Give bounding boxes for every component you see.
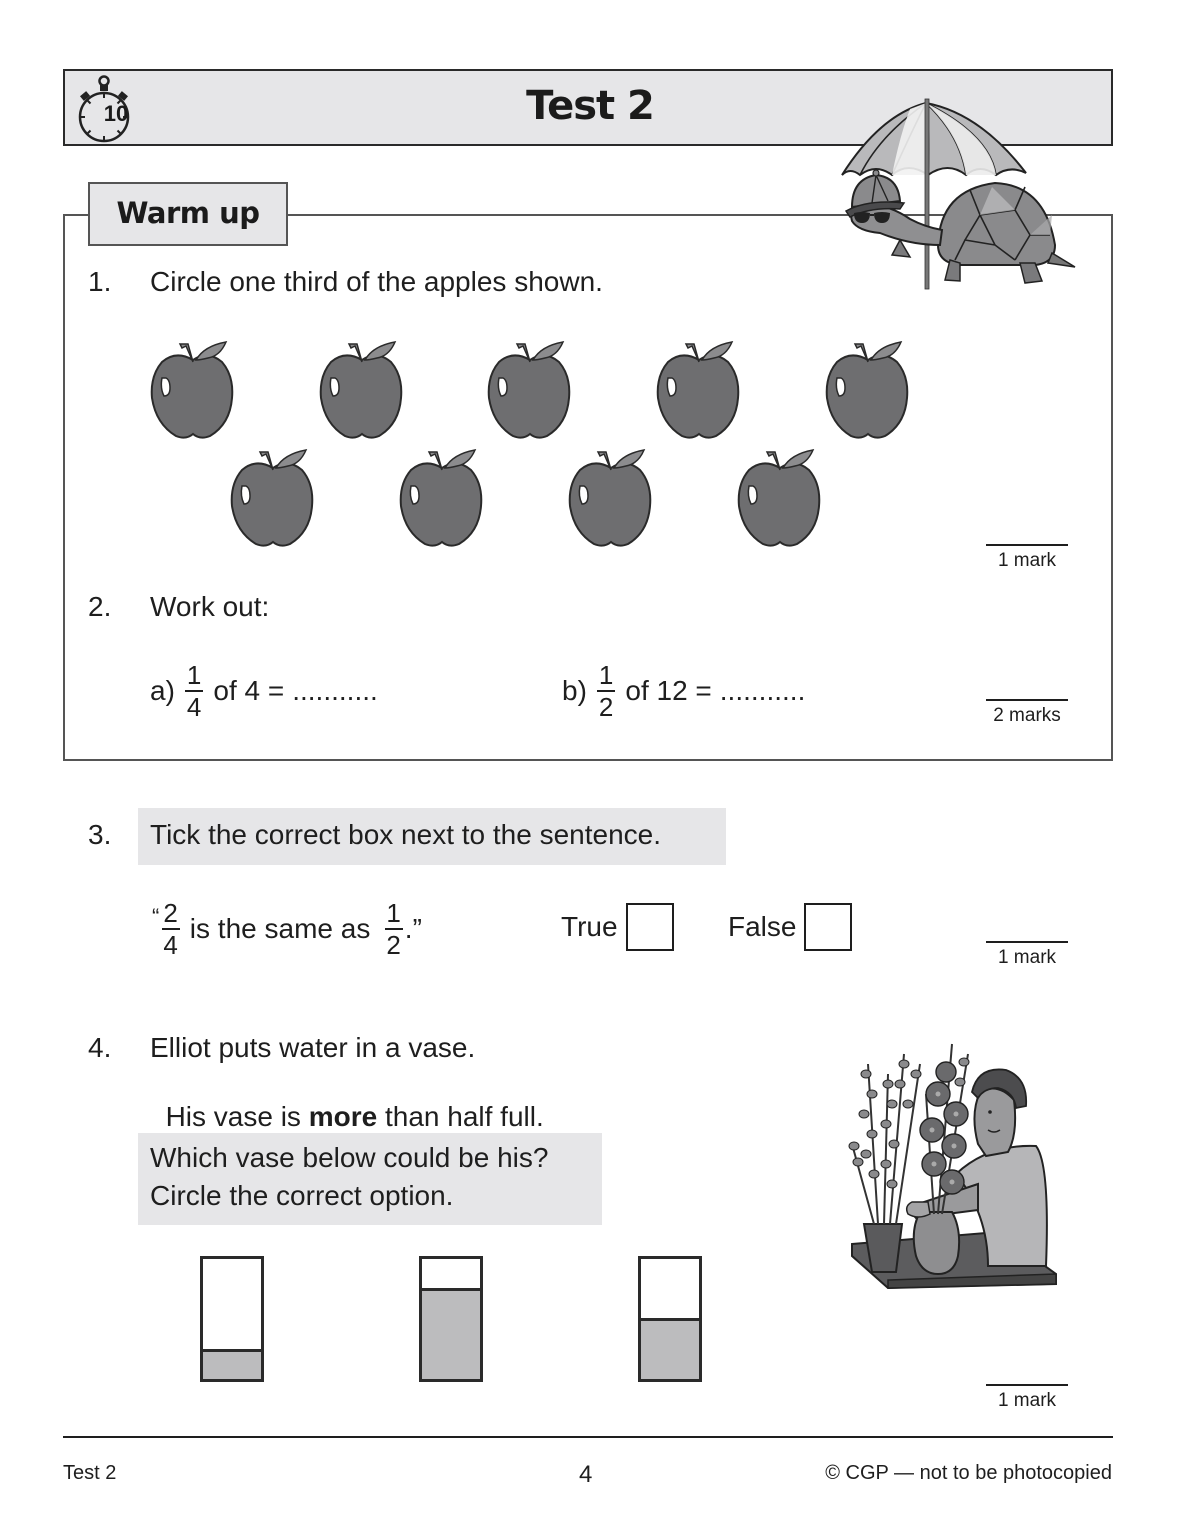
question-2b — [562, 662, 805, 720]
question-1-number: 1. — [88, 266, 112, 297]
expression: of 4 = — [213, 675, 285, 706]
question-4-line-2: His vase is more than half full. — [165, 1101, 544, 1132]
question-4-prompt-box — [138, 1133, 602, 1225]
fraction: $\frac{1}{2}$ — [598, 660, 614, 722]
question-4-prompt-2: Circle the correct option. — [150, 1180, 454, 1211]
answer-line[interactable] — [986, 1384, 1068, 1386]
man-arranging-flowers-illustration — [838, 1034, 1060, 1294]
question-1-marks — [986, 544, 1068, 572]
option-false-label: False — [728, 911, 797, 942]
question-4-number: 4. — [88, 1032, 112, 1063]
fraction: $\frac{1}{4}$ — [186, 660, 202, 722]
page-title: Test 2 — [526, 83, 654, 129]
question-4-marks — [986, 1384, 1068, 1412]
apple-icon[interactable] — [566, 446, 656, 550]
question-2-number: 2. — [88, 591, 112, 622]
option-true-label: True — [561, 911, 618, 942]
question-4-line-1: Elliot puts water in a vase. — [150, 1032, 476, 1063]
apple-icon[interactable] — [148, 338, 238, 442]
marks-label: 2 marks — [993, 705, 1061, 726]
marks-label: 1 mark — [997, 550, 1057, 571]
answer-blank[interactable]: ........... — [719, 675, 806, 706]
question-2-text: Work out: — [150, 591, 270, 622]
question-2a — [150, 662, 378, 720]
answer-line[interactable] — [986, 544, 1068, 546]
water-fill — [641, 1318, 699, 1379]
apple-icon[interactable] — [317, 338, 407, 442]
water-fill — [203, 1349, 261, 1379]
question-3-statement: “ $\frac{2}{4}$ is the same as $\frac{1}{2}$ .” — [152, 898, 422, 960]
apple-icon[interactable] — [485, 338, 575, 442]
marks-label: 1 mark — [997, 1390, 1057, 1411]
answer-line[interactable] — [986, 941, 1068, 943]
apple-icon[interactable] — [397, 446, 487, 550]
question-3-marks — [986, 941, 1068, 969]
apple-icon[interactable] — [735, 446, 825, 550]
apple-icon[interactable] — [228, 446, 318, 550]
answer-blank[interactable]: ........... — [292, 675, 378, 706]
copyright-notice: © CGP — not to be photocopied — [825, 1462, 1112, 1484]
marks-label: 1 mark — [997, 947, 1057, 968]
question-3-instruction-box — [138, 808, 726, 865]
false-checkbox[interactable] — [804, 903, 852, 951]
footer-left: Test 2 — [63, 1462, 117, 1484]
fraction: $\frac{2}{4}$ — [163, 898, 178, 960]
question-3-text: Tick the correct box next to the sentence. — [150, 819, 661, 850]
page-number: 4 — [579, 1461, 593, 1488]
question-1-text: Circle one third of the apples shown. — [150, 266, 603, 297]
warmup-tab — [88, 182, 288, 246]
vase-option-3[interactable] — [638, 1256, 702, 1382]
vase-option-2[interactable] — [419, 1256, 483, 1382]
question-4-prompt-1: Which vase below could be his? — [150, 1142, 549, 1173]
turtle-umbrella-illustration — [820, 95, 1080, 295]
option-false — [728, 903, 852, 951]
true-checkbox[interactable] — [626, 903, 674, 951]
footer-divider — [63, 1436, 1113, 1438]
option-true — [561, 903, 674, 951]
fraction: $\frac{1}{2}$ — [386, 898, 401, 960]
part-label: b) — [562, 675, 587, 706]
answer-line[interactable] — [986, 699, 1068, 701]
expression: of 12 = — [625, 675, 712, 706]
apple-icon[interactable] — [823, 338, 913, 442]
timer-minutes: 10 — [103, 101, 129, 126]
vase-option-1[interactable] — [200, 1256, 264, 1382]
emphasis-more: more — [308, 1101, 378, 1132]
part-label: a) — [150, 675, 175, 706]
apple-icon[interactable] — [654, 338, 744, 442]
warmup-label: Warm up — [116, 196, 260, 230]
question-3-number: 3. — [88, 819, 112, 850]
water-fill — [422, 1288, 480, 1379]
question-2-marks — [986, 699, 1068, 727]
